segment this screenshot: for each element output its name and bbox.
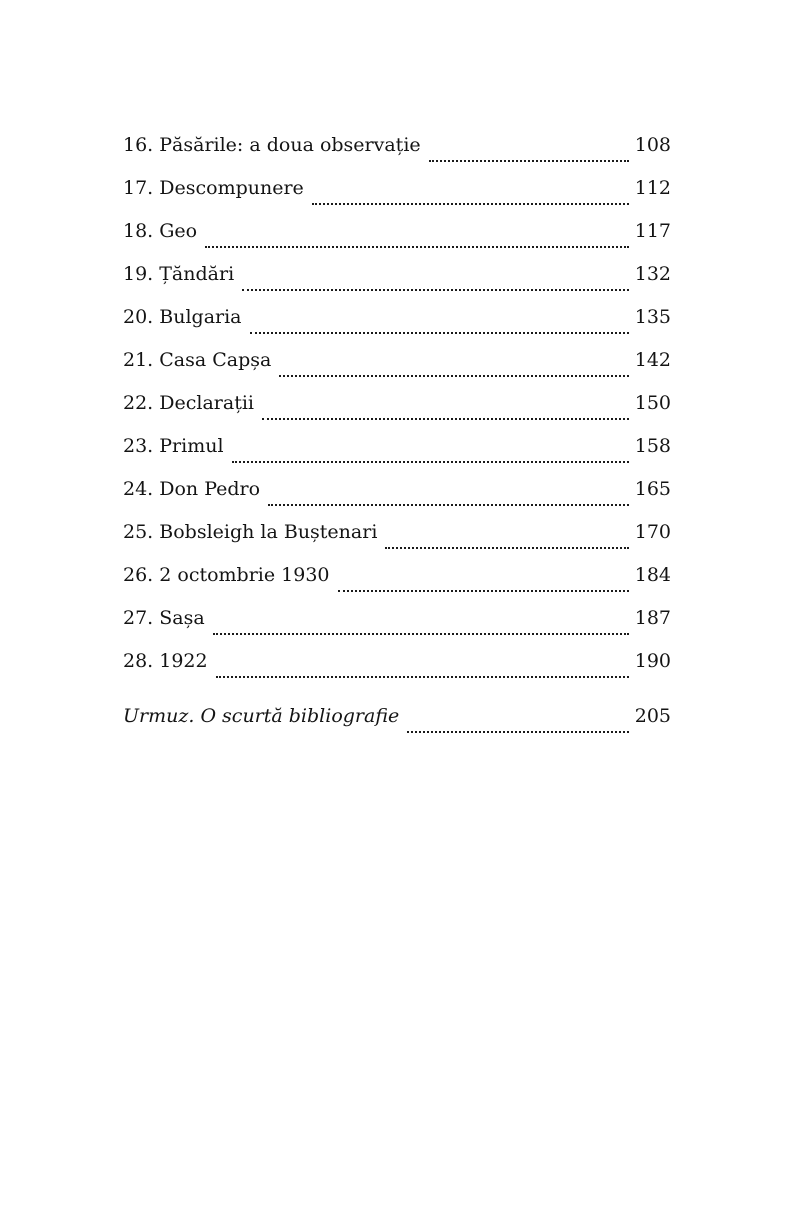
toc-entry-page: 190 [634, 650, 671, 672]
toc-entry-title: 25. Bobsleigh la Buștenari [123, 521, 378, 543]
toc-entry-page: 150 [634, 392, 671, 414]
toc-dot-leader [312, 188, 629, 208]
toc-dot-leader [232, 446, 629, 466]
toc-entry-title: 21. Casa Capșa [123, 349, 272, 371]
toc-dot-leader [213, 618, 629, 638]
toc-entry-title: 27. Sașa [123, 607, 205, 629]
toc-entry[interactable] [123, 431, 671, 474]
toc-entry-title: 22. Declarații [123, 392, 254, 414]
toc-entry-page: 170 [634, 521, 671, 543]
toc-entry-page: 135 [634, 306, 671, 328]
toc-dot-leader [429, 145, 629, 165]
toc-entry[interactable] [123, 130, 671, 173]
toc-entry-page: 142 [634, 349, 671, 371]
table-of-contents [123, 130, 671, 744]
toc-dot-leader [242, 274, 629, 294]
toc-entry-title: 19. Țăndări [123, 263, 235, 285]
toc-dot-leader [268, 489, 629, 509]
toc-dot-leader [205, 231, 629, 251]
toc-dot-leader [216, 661, 629, 681]
toc-entry-page: 112 [634, 177, 671, 199]
toc-dot-leader [262, 403, 629, 423]
toc-entry-title: 26. 2 octombrie 1930 [123, 564, 330, 586]
toc-entry-page: 165 [634, 478, 671, 500]
toc-entry[interactable] [123, 259, 671, 302]
toc-entry-page: 158 [634, 435, 671, 457]
toc-dot-leader [407, 716, 628, 736]
toc-entry-page: 132 [634, 263, 671, 285]
toc-entry-page: 187 [634, 607, 671, 629]
toc-dot-leader [385, 532, 628, 552]
toc-entry-page: 117 [634, 220, 671, 242]
toc-entry-title: 18. Geo [123, 220, 198, 242]
toc-entry[interactable] [123, 345, 671, 388]
toc-dot-leader [250, 317, 629, 337]
toc-entry-page: 184 [634, 564, 671, 586]
toc-dot-leader [279, 360, 628, 380]
toc-entry-page: 108 [634, 134, 671, 156]
toc-entry-title: 17. Descompunere [123, 177, 304, 199]
toc-entry-title: 20. Bulgaria [123, 306, 242, 328]
toc-entry[interactable] [123, 646, 671, 689]
toc-entry-title: 23. Primul [123, 435, 224, 457]
toc-entry[interactable] [123, 216, 671, 259]
toc-entry[interactable] [123, 388, 671, 431]
toc-entry-title: 28. 1922 [123, 650, 208, 672]
toc-entry[interactable] [123, 560, 671, 603]
toc-entry-title: 24. Don Pedro [123, 478, 261, 500]
toc-entry[interactable] [123, 603, 671, 646]
toc-entry-bibliography[interactable] [123, 701, 671, 744]
toc-entry[interactable] [123, 173, 671, 216]
toc-entry-title: 16. Păsările: a doua observație [123, 134, 421, 156]
toc-entry-page: 205 [634, 705, 671, 727]
toc-entry[interactable] [123, 474, 671, 517]
toc-entry-title: Urmuz. O scurtă bibliografie [123, 705, 400, 727]
toc-entry[interactable] [123, 517, 671, 560]
toc-entry[interactable] [123, 302, 671, 345]
toc-dot-leader [338, 575, 629, 595]
